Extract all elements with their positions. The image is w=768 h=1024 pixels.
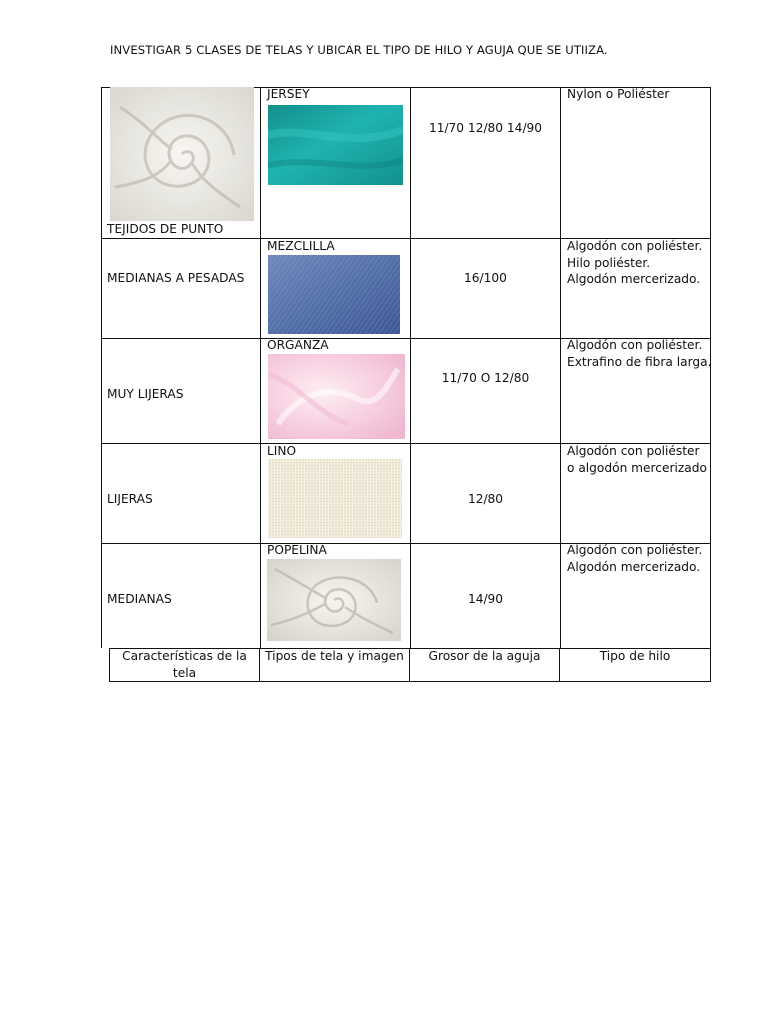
fabric-table <box>101 87 711 648</box>
thread-line: Algodón mercerizado. <box>567 272 701 286</box>
thread-type <box>567 443 707 476</box>
organza-fabric-image <box>268 354 405 439</box>
column-divider <box>410 87 411 648</box>
column-divider <box>260 87 261 648</box>
header-line: Características de la <box>122 649 247 663</box>
thread-line: Nylon o Poliéster <box>567 87 670 101</box>
needle-size: 11/70 O 12/80 <box>441 371 530 385</box>
thread-line: o algodón mercerizado <box>567 460 707 475</box>
jersey-fabric-image <box>268 105 403 185</box>
thread-line: Algodón con poliéster. <box>567 338 703 352</box>
needle-size: 14/90 <box>467 592 504 606</box>
table-header-row <box>109 648 711 682</box>
thread-type <box>567 86 669 103</box>
header-line: tela <box>172 665 197 680</box>
table-border-left <box>101 87 102 648</box>
column-divider <box>560 87 561 648</box>
fabric-characteristic: MUY LIJERAS <box>107 387 184 401</box>
thread-line: Hilo poliéster. <box>567 255 651 270</box>
fabric-characteristic: MEDIANAS A PESADAS <box>107 271 245 285</box>
poplin-fabric-image <box>267 559 401 641</box>
needle-size: 16/100 <box>464 271 507 285</box>
header-border-bottom <box>109 681 711 682</box>
thread-line: Algodón mercerizado. <box>567 559 701 574</box>
fabric-characteristic: MEDIANAS <box>107 592 172 606</box>
thread-line: Algodón con poliéster <box>567 444 700 458</box>
thread-line: Extrafino de fibra larga. <box>567 354 712 369</box>
fabric-name: JERSEY <box>267 87 310 101</box>
linen-fabric-image <box>268 459 402 538</box>
fabric-name: MEZCLILLA <box>267 239 335 253</box>
fabric-name: ORGANZA <box>267 338 329 352</box>
thread-line: Algodón con poliéster. <box>567 239 703 253</box>
header-border-right <box>710 648 711 682</box>
fabric-characteristic: TEJIDOS DE PUNTO <box>107 222 224 236</box>
denim-fabric-image <box>268 255 400 334</box>
thread-type <box>567 238 702 288</box>
needle-size: 12/80 <box>467 492 504 506</box>
thread-line: Algodón con poliéster. <box>567 543 703 557</box>
header-caracteristicas <box>110 648 259 681</box>
fabric-name: POPELINA <box>267 543 327 557</box>
knit-fabric-image <box>110 87 254 221</box>
header-grosor: Grosor de la aguja <box>428 649 541 663</box>
thread-type <box>567 337 712 370</box>
thread-type <box>567 542 702 575</box>
fabric-name: LINO <box>267 444 297 458</box>
header-tipos: Tipos de tela y imagen <box>265 649 404 663</box>
needle-size: 11/70 12/80 14/90 <box>428 121 543 135</box>
header-hilo: Tipo de hilo <box>599 649 671 663</box>
document-title: INVESTIGAR 5 CLASES DE TELAS Y UBICAR EL TIPO DE HILO Y AGUJA QUE SE UTIIZA. <box>110 43 608 57</box>
fabric-characteristic: LIJERAS <box>107 492 153 506</box>
